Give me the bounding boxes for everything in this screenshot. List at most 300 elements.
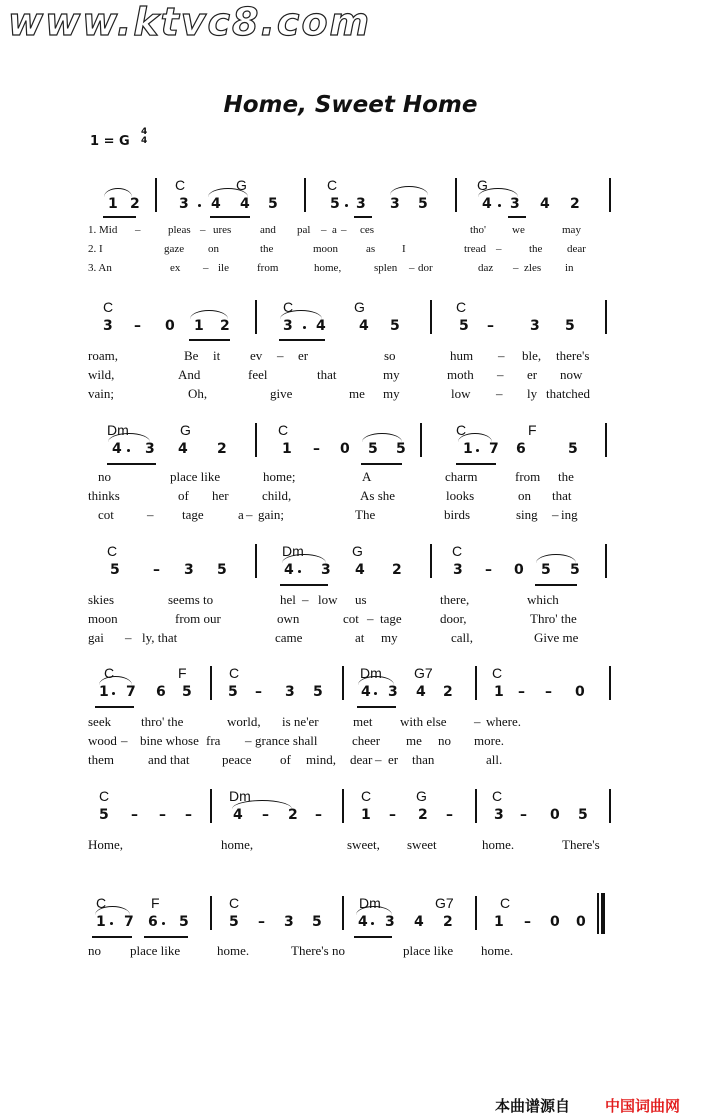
bar-line [155,178,157,212]
chord-symbol: G [416,788,427,804]
bar-line [210,896,212,930]
lyric-word: place like [130,943,181,958]
lyric-word: thatched [546,386,591,401]
note: 4 [358,914,368,930]
note: 3 [530,318,540,334]
final-bar-line-thick [601,893,605,934]
note: 4 [416,684,426,700]
lyric-word: – [246,507,253,522]
chord-symbol: C [283,299,294,315]
lyric-word: that [552,488,572,503]
lyric-word: – [121,733,128,748]
lyric-word: Give me [534,630,579,645]
note: 1 [194,318,204,334]
lyric-word: mind, [306,752,336,767]
lyric-word: charm [445,469,478,484]
bar-line [475,666,477,700]
note: 5 [578,807,588,823]
note: 2 [217,441,227,457]
note: 5 [217,562,227,578]
dot-mark [127,449,130,452]
lyric-word: no [438,733,451,748]
note: – [185,807,192,823]
note: 4 [540,196,550,212]
note: 0 [576,914,586,930]
note: – [315,807,322,823]
note: 6 [148,914,158,930]
final-bar-line-thin [597,893,599,934]
lyric-word: there, [440,592,470,607]
lyric-word: ces [360,224,375,236]
note: – [153,562,160,578]
note: 2 [392,562,402,578]
lyric-word: seems to [168,592,214,607]
lyric-word: which [527,592,559,607]
lyric-word: home; [263,469,296,484]
lyric-word: there's [556,348,590,363]
bar-line [342,896,344,930]
lyric-word: feel [248,367,268,382]
lyric-word: place like [170,469,221,484]
lyric-word: vain; [88,386,114,401]
note: 4 [361,684,371,700]
lyric-word: her [212,488,229,503]
note: 5 [228,684,238,700]
lyric-word: er [388,752,399,767]
underline-beam [279,339,325,341]
note: 1 [282,441,292,457]
note: 0 [550,914,560,930]
lyric-word: the [558,469,574,484]
lyric-word: low [318,592,338,607]
lyric-word: my [383,386,400,401]
note: 6 [516,441,526,457]
note: – [545,684,552,700]
lyric-word: looks [446,488,475,503]
note: 3 [494,807,504,823]
lyric-word: place like [403,943,454,958]
lyric-word: tho' [470,224,487,236]
lyric-word: my [381,630,398,645]
lyric-word: Thro' the [530,611,577,626]
lyric-word: dor [418,262,433,274]
note: – [446,807,453,823]
lyric-word: may [562,224,581,236]
lyric-word: me [406,733,422,748]
chord-symbol: C [99,788,110,804]
slur-arc [95,906,130,915]
lyric-word: no [98,469,111,484]
lyric-word: – [341,224,347,236]
lyric-word: – [496,243,502,255]
underline-beam [535,584,577,586]
chord-symbol: Dm [360,665,382,681]
lyric-word: – [474,714,481,729]
lyric-word: wild, [88,367,115,382]
slur-arc [104,188,132,197]
lyric-word: splen [374,262,398,274]
chord-symbol: C [456,422,467,438]
note: 5 [179,914,189,930]
lyric-word: Be [184,348,199,363]
footer-site-name: 中国词曲网 [605,1097,681,1115]
lyric-word: us [355,592,367,607]
note: 7 [124,914,134,930]
slur-arc [478,188,518,197]
note: 5 [268,196,278,212]
lyric-word: than [412,752,435,767]
note: 5 [568,441,578,457]
note: 3 [385,914,395,930]
note: 3 [453,562,463,578]
lyric-word: – [409,262,415,274]
dot-mark [303,326,306,329]
chord-symbol: G [354,299,365,315]
bar-line [455,178,457,212]
bar-line [609,789,611,823]
note: 3 [510,196,520,212]
lyric-word: fra [206,733,221,748]
lyric-word: moon [88,611,118,626]
lyric-word: Home, [88,837,124,852]
lyric-word: 3. An [88,262,112,274]
chord-symbol: C [96,895,107,911]
lyric-word: as [366,243,376,255]
bar-line [605,423,607,457]
lyric-word: the [260,243,274,255]
lyric-word: er [527,367,538,382]
lyric-word: and [260,224,276,236]
lyric-word: – [277,348,284,363]
note: 5 [418,196,428,212]
lyric-word: the [529,243,543,255]
time-signature-top: 4 [141,127,148,137]
lyric-word: cot [343,611,359,626]
lyric-word: hel [280,592,296,607]
slur-arc [282,554,326,563]
lyric-word: of [280,752,291,767]
note: 4 [178,441,188,457]
lyric-word: sweet [407,837,437,852]
note: 5 [390,318,400,334]
lyric-word: – [497,367,504,382]
lyric-word: and that [148,752,190,767]
lyric-word: more. [474,733,504,748]
slur-arc [358,676,394,685]
note: 4 [284,562,294,578]
dot-mark [345,204,348,207]
lyric-word: birds [444,507,470,522]
lyric-word: skies [88,592,114,607]
note: 2 [443,684,453,700]
note: 1 [463,441,473,457]
lyric-word: seek [88,714,112,729]
lyric-word: now [560,367,583,382]
note: 5 [541,562,551,578]
lyric-word: is ne'er [282,714,319,729]
lyric-word: on [518,488,531,503]
note: 5 [396,441,406,457]
bar-line [609,178,611,212]
note: 2 [288,807,298,823]
lyric-word: ex [170,262,181,274]
note: 5 [229,914,239,930]
note: – [487,318,494,334]
underline-beam [210,216,250,218]
lyric-word: – [200,224,206,236]
note: – [389,807,396,823]
lyric-word: – [552,507,559,522]
note: 4 [240,196,250,212]
bar-line [420,423,422,457]
lyric-word: er [298,348,309,363]
bar-line [255,544,257,578]
note: 4 [482,196,492,212]
chord-symbol: G [477,177,488,193]
slur-arc [356,906,392,915]
note: – [524,914,531,930]
chord-symbol: G [236,177,247,193]
note: 5 [459,318,469,334]
note: 2 [443,914,453,930]
lyric-word: sweet, [347,837,380,852]
chord-symbol: C [175,177,186,193]
lyric-word: them [88,752,114,767]
lyric-word: bine whose [140,733,199,748]
lyric-word: we [512,224,525,236]
lyric-word: me [349,386,365,401]
chord-symbol: C [500,895,511,911]
slur-arc [108,433,150,442]
note: – [485,562,492,578]
lyric-word: my [383,367,400,382]
lyric-word: cheer [352,733,381,748]
slur-arc [190,310,228,319]
note: – [131,807,138,823]
note: 3 [145,441,155,457]
underline-beam [357,706,396,708]
bar-line [430,300,432,334]
dot-mark [112,692,115,695]
dot-mark [371,922,374,925]
note: 3 [321,562,331,578]
lyric-word: – [321,224,327,236]
note: – [313,441,320,457]
lyric-word: came [275,630,303,645]
note: 3 [356,196,366,212]
lyric-word: ures [213,224,232,236]
note: 5 [570,562,580,578]
chord-symbol: C [492,788,503,804]
lyric-word: from [257,262,279,274]
lyric-word: grance shall [255,733,318,748]
bar-line [609,666,611,700]
lyric-word: zles [524,262,542,274]
lyric-word: gaze [164,243,185,255]
note: 5 [182,684,192,700]
chord-symbol: G [352,543,363,559]
lyric-word: so [384,348,396,363]
bar-line [304,178,306,212]
note: 1 [96,914,106,930]
note: 5 [565,318,575,334]
chord-symbol: Dm [282,543,304,559]
lyric-word: ble, [522,348,542,363]
bar-line [430,544,432,578]
lyric-word: pal [297,224,311,236]
lyric-word: – [367,611,374,626]
note: 4 [414,914,424,930]
lyric-word: ing [561,507,578,522]
note: 5 [330,196,340,212]
bar-line [475,789,477,823]
dot-mark [374,692,377,695]
note: 2 [220,318,230,334]
lyric-word: from [515,469,541,484]
lyric-word: on [208,243,219,255]
lyric-word: – [498,348,505,363]
lyric-word: – [135,224,141,236]
bar-line [210,789,212,823]
note: 5 [312,914,322,930]
lyric-word: call, [451,630,474,645]
lyric-word: – [125,630,132,645]
chord-symbol: G [180,422,191,438]
chord-symbol: C [229,895,240,911]
lyric-word: home. [481,943,514,958]
lyric-word: met [353,714,373,729]
lyric-word: child, [262,488,292,503]
song-title: Home, Sweet Home [223,92,478,118]
note: 1 [108,196,118,212]
lyric-word: tread [464,243,486,255]
note: 3 [388,684,398,700]
note: 4 [112,441,122,457]
lyric-word: dear [350,752,373,767]
chord-symbol: C [278,422,289,438]
bar-line [342,789,344,823]
lyric-word: wood [88,733,117,748]
lyric-word: at [355,630,365,645]
underline-beam [107,463,156,465]
chord-symbol: F [151,895,160,911]
dot-mark [498,204,501,207]
dot-mark [162,922,165,925]
chord-symbol: C [107,543,118,559]
lyric-word: – [496,386,503,401]
chord-symbol: Dm [107,422,129,438]
note: 4 [211,196,221,212]
lyric-word: – [513,262,519,274]
slur-arc [458,433,492,442]
lyric-word: thro' the [141,714,184,729]
note: 3 [284,914,294,930]
bar-line [475,896,477,930]
lyric-word: door, [440,611,467,626]
time-signature-bottom: 4 [141,136,148,146]
note: 2 [570,196,580,212]
lyric-word: moon [313,243,339,255]
slur-arc [99,676,132,685]
watermark: www.ktvc8.com [8,0,372,44]
lyric-word: – [203,262,209,274]
lyric-word: a [238,507,244,522]
underline-beam [92,936,132,938]
dot-mark [298,570,301,573]
lyric-word: that [317,367,337,382]
lyric-word: home, [221,837,254,852]
note: – [518,684,525,700]
lyric-word: 2. I [88,243,103,255]
bar-line [342,666,344,700]
chord-symbol: C [456,299,467,315]
lyric-word: A [362,469,372,484]
lyric-word: There's no [291,943,345,958]
lyric-word: hum [450,348,474,363]
note: 1 [361,807,371,823]
lyric-word: give [270,386,293,401]
lyric-word: from our [175,611,221,626]
chord-symbol: C [361,788,372,804]
note: – [520,807,527,823]
lyric-word: ly, that [142,630,178,645]
chord-symbol: C [104,665,115,681]
chord-symbol: C [103,299,114,315]
lyric-word: thinks [88,488,120,503]
note: 4 [316,318,326,334]
lyric-word: in [565,262,574,274]
chord-symbol: C [452,543,463,559]
chord-symbol: Dm [229,788,251,804]
lyric-word: roam, [88,348,118,363]
note: – [258,914,265,930]
note: 2 [418,807,428,823]
lyric-word: no [88,943,101,958]
underline-beam [508,216,526,218]
note: 5 [313,684,323,700]
dot-mark [198,204,201,207]
note: 1 [99,684,109,700]
bar-line [255,423,257,457]
lyric-word: daz [478,262,494,274]
underline-beam [456,463,496,465]
lyric-word: – [375,752,382,767]
chord-symbol: C [327,177,338,193]
note: 1 [494,914,504,930]
lyric-word: 1. Mid [88,224,118,236]
lyric-word: own [277,611,300,626]
lyric-word: The [355,507,376,522]
underline-beam [280,584,328,586]
note: 0 [550,807,560,823]
underline-beam [144,936,188,938]
lyric-word: home. [482,837,515,852]
lyric-word: where. [486,714,522,729]
lyric-word: a [332,224,337,236]
underline-beam [103,216,136,218]
note: 3 [283,318,293,334]
note: 2 [130,196,140,212]
bar-line [605,544,607,578]
lyric-word: ly [527,386,538,401]
lyric-word: of [178,488,189,503]
note: 5 [99,807,109,823]
note: 1 [494,684,504,700]
bar-line [255,300,257,334]
chord-symbol: G7 [435,895,454,911]
lyric-word: gain; [258,507,284,522]
lyric-word: ile [218,262,229,274]
